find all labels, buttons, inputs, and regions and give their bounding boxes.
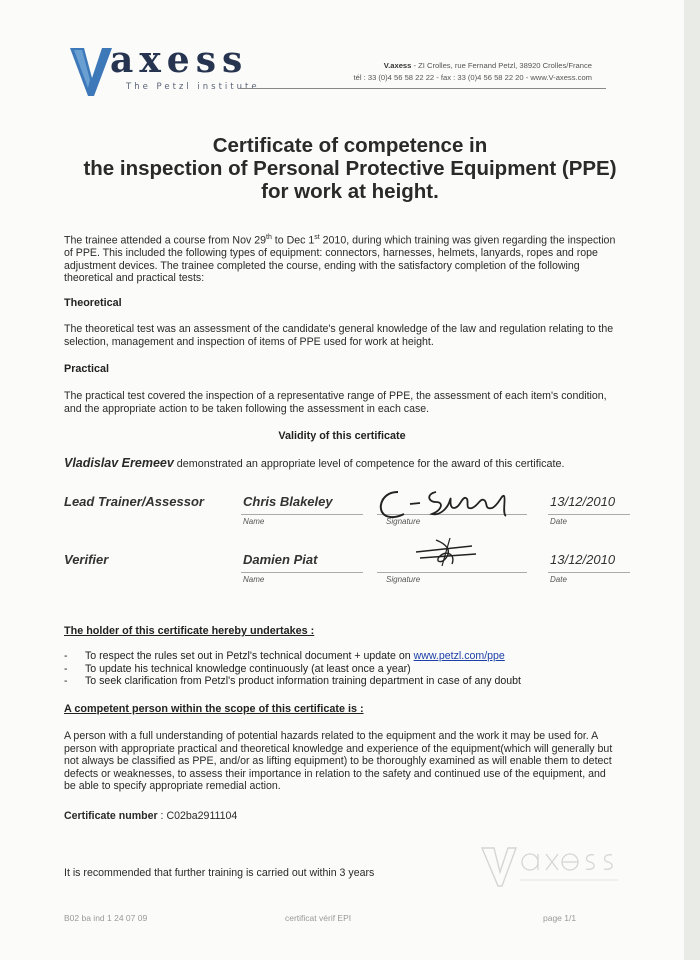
signatory-name: Damien Piat bbox=[243, 552, 318, 567]
title-line-2: the inspection of Personal Protective Equipment (PPE) bbox=[83, 157, 617, 180]
undertakes-list bbox=[64, 650, 624, 688]
signature-caption: Signature bbox=[386, 517, 421, 526]
signature-row-verifier bbox=[64, 552, 634, 592]
v-logo-mark bbox=[68, 44, 114, 100]
intro-paragraph: The trainee attended a course from Nov 29th to Dec 1st 2010, during which training was given regarding the inspection of PPE. This included the following types of equipment: connectors, harnesses, helmets, lanyards, ropes and rope adjustment devices. The trainee completed the course, ending with the satisfactory completion of the following theoretical and practical tests: bbox=[64, 234, 616, 285]
signature-caption: Signature bbox=[386, 575, 421, 584]
recommendation-text: It is recommended that further training is carried out within 3 years bbox=[64, 867, 375, 879]
competent-definition: A person with a full understanding of potential hazards related to the equipment and the work it may be used for. A person with appropriate practical and theoretical knowledge and experience of the equipment(which will generally but not always be classified as PPE, and/or as lifting equipment) to be thoroughly examined as will enable them to detect defects or weaknesses, to assess their importance in relation to the safety and continued use of the equipment, and be able to specify appropriate remedial action. bbox=[64, 730, 613, 793]
validity-statement: Vladislav Eremeev demonstrated an appropriate level of competence for the award of this certificate. bbox=[64, 456, 565, 470]
footer-reference: B02 ba ind 1 24 07 09 bbox=[64, 913, 148, 923]
scan-edge bbox=[684, 0, 700, 960]
practical-heading: Practical bbox=[64, 363, 110, 375]
undertakes-heading: The holder of this certificate hereby undertakes : bbox=[64, 625, 315, 637]
title-line-3: for work at height. bbox=[261, 180, 439, 203]
footer-document-name: certificat vérif EPI bbox=[285, 913, 352, 923]
certificate-number-value: : C02ba2911104 bbox=[157, 810, 238, 822]
trainee-name: Vladislav Eremeev bbox=[64, 456, 174, 470]
list-item: - To seek clarification from Petzl's product information training department in case of any doubt bbox=[64, 675, 521, 688]
header-rule bbox=[240, 88, 606, 89]
certificate-number-label: Certificate number bbox=[64, 810, 158, 822]
date-caption: Date bbox=[550, 517, 567, 526]
competent-heading: A competent person within the scope of this certificate is : bbox=[64, 703, 364, 715]
certificate-number bbox=[64, 810, 624, 823]
certificate-title bbox=[30, 134, 670, 203]
vaxess-watermark-logo bbox=[480, 842, 620, 892]
practical-text: The practical test covered the inspection of a representative range of PPE, the assessment of each item's condition, and the appropriate action to be taken following the assessment in each case. bbox=[64, 390, 607, 415]
theoretical-text: The theoretical test was an assessment of the candidate's general knowledge of the law and regulation relating to the selection, management and inspection of items of PPE used for work at height. bbox=[64, 323, 614, 348]
handwritten-signature-2 bbox=[412, 536, 482, 570]
date-line bbox=[548, 514, 630, 515]
brand-word: axess bbox=[110, 39, 249, 81]
signature-row-lead-trainer bbox=[64, 494, 634, 534]
signature-line bbox=[377, 572, 527, 573]
address-line-1: - ZI Crolles, rue Fernand Petzl, 38920 Crolles/France bbox=[411, 61, 592, 70]
petzl-ppe-link[interactable]: www.petzl.com/ppe bbox=[413, 650, 505, 662]
signature-date: 13/12/2010 bbox=[550, 552, 616, 567]
name-line bbox=[241, 572, 363, 573]
role-label: Verifier bbox=[64, 552, 109, 567]
list-item: - To update his technical knowledge continuously (at least once a year) bbox=[64, 662, 411, 675]
list-item: - To respect the rules set out in Petzl's technical document + update on www.petzl.com/ppe bbox=[64, 650, 505, 662]
address-line-2: tél : 33 (0)4 56 58 22 22 - fax : 33 (0)4 56 58 22 20 - www.V-axess.com bbox=[353, 73, 592, 82]
date-line bbox=[548, 572, 630, 573]
theoretical-heading: Theoretical bbox=[64, 297, 122, 309]
company-address bbox=[354, 60, 593, 84]
signature-date: 13/12/2010 bbox=[550, 494, 616, 509]
date-caption: Date bbox=[550, 575, 567, 584]
name-caption: Name bbox=[243, 575, 265, 584]
handwritten-signature-1 bbox=[374, 486, 524, 522]
vaxess-logo bbox=[68, 40, 258, 100]
signatory-name: Chris Blakeley bbox=[243, 494, 333, 509]
name-line bbox=[241, 514, 363, 515]
name-caption: Name bbox=[243, 517, 265, 526]
title-line-1: Certificate of competence in bbox=[212, 134, 488, 157]
footer-page-number: page 1/1 bbox=[543, 913, 577, 923]
validity-heading: Validity of this certificate bbox=[278, 430, 406, 442]
company-name: V.axess bbox=[383, 61, 412, 70]
role-label: Lead Trainer/Assessor bbox=[64, 494, 204, 509]
brand-tagline: The Petzl institute bbox=[126, 82, 260, 92]
